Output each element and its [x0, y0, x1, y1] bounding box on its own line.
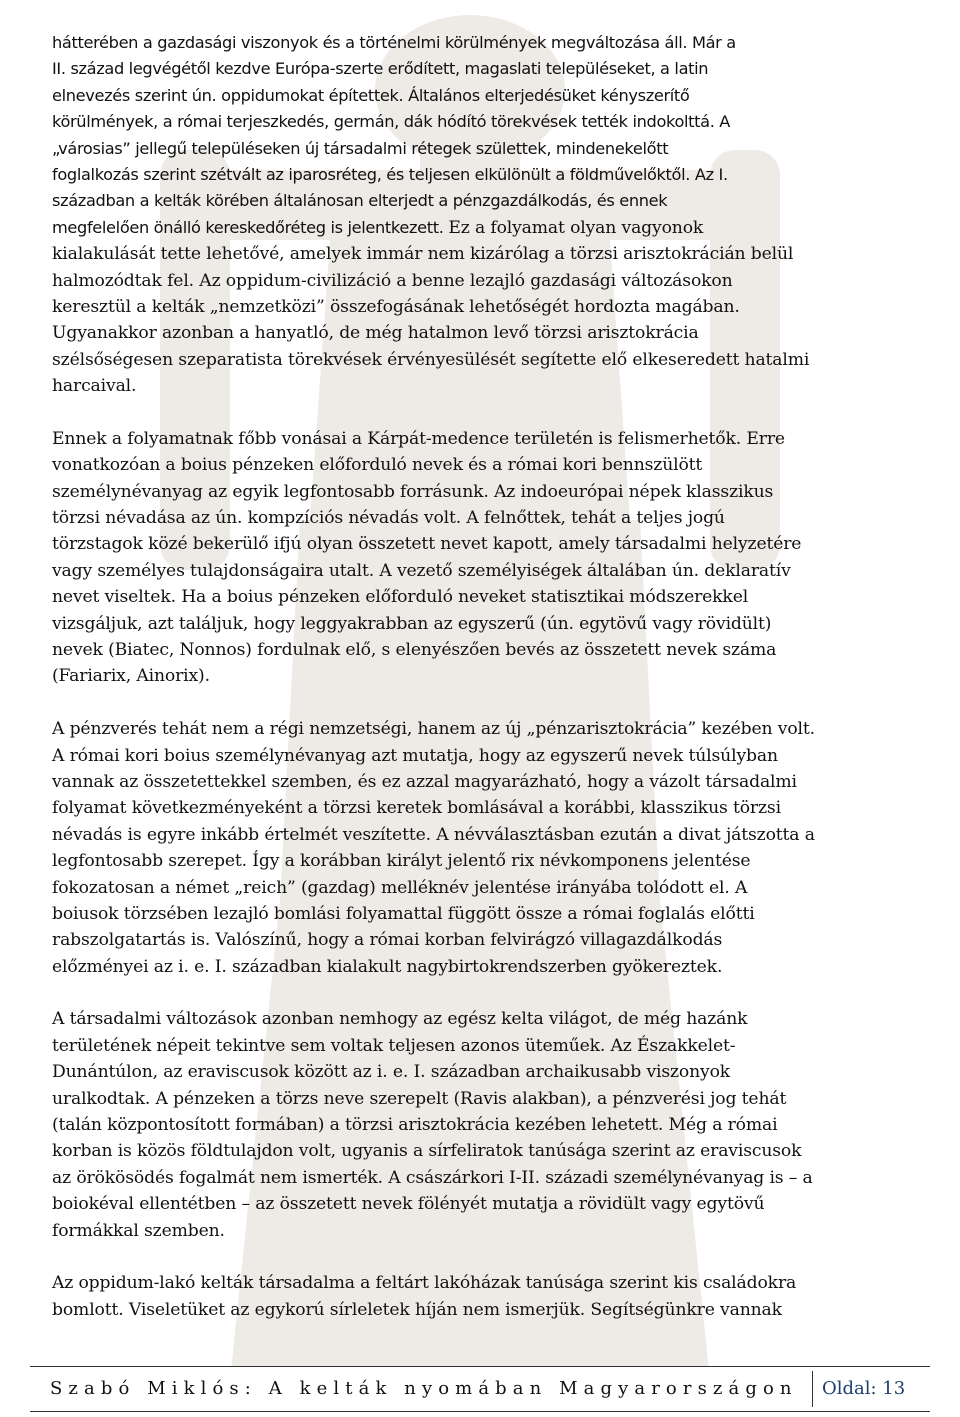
text-line: az örökösödés fogalmát nem ismerték. A császárkori I-II. századi személynévanyag is – a — [52, 1167, 813, 1188]
text-line: Ugyanakkor azonban a hanyatló, de még hatalmon levő törzsi arisztokrácia — [52, 323, 699, 344]
text-line: hátterében a gazdasági viszonyok és a történelmi körülmények megváltozása áll. Már a — [52, 33, 736, 52]
paragraph-2 — [52, 426, 912, 690]
page-number: Oldal: 13 — [822, 1378, 906, 1399]
text-line: fokozatosan a német „reich” (gazdag) melléknév jelentése irányába tolódott el. A — [52, 877, 748, 898]
text-line: boiusok törzsében lezajló bomlási folyamattal függött össze a római foglalás előtti — [52, 903, 755, 924]
text-line: uralkodtak. A pénzeken a törzs neve szerepelt (Ravis alakban), a pénzverési jog tehát — [52, 1088, 787, 1109]
text-line: elnevezés szerint ún. oppidumokat építettek. Általános elterjedésüket kényszerítő — [52, 85, 690, 105]
text-line: halmozódtak fel. Az oppidum-civilizáció a benne lezajló gazdasági változásokon — [52, 270, 733, 291]
footer-title: Szabó Miklós: A kelták nyomában Magyarországon — [50, 1378, 798, 1399]
text-line: törzsi névadása az ún. kompzíciós névadás volt. A felnőttek, tehát a teljes jogú — [52, 508, 725, 529]
text-line: előzményei az i. e. I. században kialakult nagybirtokrendszerben gyökereztek. — [52, 956, 723, 977]
text-line: bomlott. Viseletüket az egykorú sírleletek híján nem ismerjük. Segítségünkre vannak — [52, 1299, 782, 1320]
text-line: A római kori boius személynévanyag azt mutatja, hogy az egyszerű nevek túlsúlyban — [52, 745, 778, 766]
text-line: területének népeit tekintve sem voltak teljesen azonos üteműek. Az Északkelet- — [52, 1035, 736, 1056]
text-line: legfontosabb szerepet. Így a korábban királyt jelentő rix névkomponens jelentése — [52, 851, 751, 872]
text-line: formákkal szemben. — [52, 1220, 225, 1241]
text-line: harcaival. — [52, 376, 137, 397]
text-line: Ennek a folyamatnak főbb vonásai a Kárpát-medence területén is felismerhetők. Erre — [52, 428, 785, 449]
text-line: névadás is egyre inkább értelmét veszítette. A névválasztásban ezután a divat játszotta a — [52, 824, 815, 845]
text-line: Dunántúlon, az eraviscusok között az i. e. I. században archaikusabb viszonyok — [52, 1062, 731, 1083]
text-line: vannak az összetettekkel szemben, és ez azzal magyarázható, hogy a vázolt társadalmi — [52, 771, 797, 792]
text-line: vagy személyes tulajdonságaira utalt. A vezető személyiségek általában ún. deklaratív — [52, 560, 791, 581]
text-line: nevek (Biatec, Nonnos) fordulnak elő, s elenyészően bevés az összetett nevek száma — [52, 639, 777, 660]
text-line: körülmények, a római terjeszkedés, germán, dák hódító törekvések tették indokolttá. A — [52, 112, 731, 132]
paragraph-1 — [52, 30, 912, 241]
paragraph-1-continued — [52, 241, 912, 399]
text-line: folyamat következményeként a törzsi keretek bomlásával a korábbi, klasszikus törzsi — [52, 798, 781, 819]
text-line: században a kelták körében általánosan elterjedt a pénzgazdálkodás, és ennek — [52, 191, 668, 211]
page-footer — [30, 1366, 930, 1412]
text-line: vonatkozóan a boius pénzeken előforduló nevek és a római kori bennszülött — [52, 455, 703, 476]
text-line: foglalkozás szerint szétvált az iparosréteg, és teljesen elkülönült a földművelőktől. Az I. — [52, 164, 728, 184]
text-line: vizsgáljuk, azt találjuk, hogy leggyakrabban az egyszerű (ún. egytövű vagy rövidült) — [52, 613, 772, 634]
text-line: keresztül a kelták „nemzetközi” összefogásának lehetőségét hordozta magában. — [52, 296, 740, 317]
footer-divider — [812, 1371, 813, 1407]
text-line: szélsőségesen szeparatista törekvések érvényesülését segítette elő elkeseredett hatalmi — [52, 349, 810, 370]
text-line: rabszolgatartás is. Valószínű, hogy a római korban felvirágzó villagazdálkodás — [52, 930, 723, 951]
text-line: boiokéval ellentétben – az összetett nevek fölényét mutatja a rövidült vagy egytövű — [52, 1194, 765, 1215]
text-line: törzstagok közé bekerülő ifjú olyan összetett nevet kapott, amely társadalmi helyzetére — [52, 534, 802, 555]
paragraph-3 — [52, 716, 912, 980]
text-line: személynévanyag az egyik legfontosabb forrásunk. Az indoeurópai népek klasszikus — [52, 481, 774, 502]
text-line: A pénzverés tehát nem a régi nemzetségi, hanem az új „pénzarisztokrácia” kezében volt. — [52, 719, 815, 740]
paragraph-5 — [52, 1270, 912, 1323]
text-line — [52, 215, 912, 241]
text-segment: megfelelően önálló kereskedőréteg is jelentkezett. — [52, 217, 444, 237]
text-line: Az oppidum-lakó kelták társadalma a feltárt lakóházak tanúsága szerint kis családokra — [52, 1273, 797, 1294]
text-line: korban is közös földtulajdon volt, ugyanis a sírfeliratok tanúsága szerint az eraviscusok — [52, 1141, 802, 1162]
text-line: A társadalmi változások azonban nemhogy az egész kelta világot, de még hazánk — [52, 1009, 748, 1030]
text-segment: Ez a folyamat olyan vagyonok — [448, 217, 704, 238]
text-line: kialakulását tette lehetővé, amelyek immár nem kizárólag a törzsi arisztokrácián belül — [52, 244, 794, 265]
document-body — [52, 30, 912, 1323]
text-line: (Fariarix, Ainorix). — [52, 666, 210, 687]
text-line: II. század legvégétől kezdve Európa-szerte erődített, magaslati településeket, a latin — [52, 59, 709, 79]
paragraph-4 — [52, 1006, 912, 1244]
text-line: (talán központosított formában) a törzsi arisztokrácia kezében lehetett. Még a római — [52, 1115, 778, 1136]
text-line: nevet viseltek. Ha a boius pénzeken előforduló neveket statisztikai módszerekkel — [52, 587, 749, 608]
text-line: „városias” jellegű településeken új társadalmi rétegek születtek, mindenekelőtt — [52, 138, 669, 158]
